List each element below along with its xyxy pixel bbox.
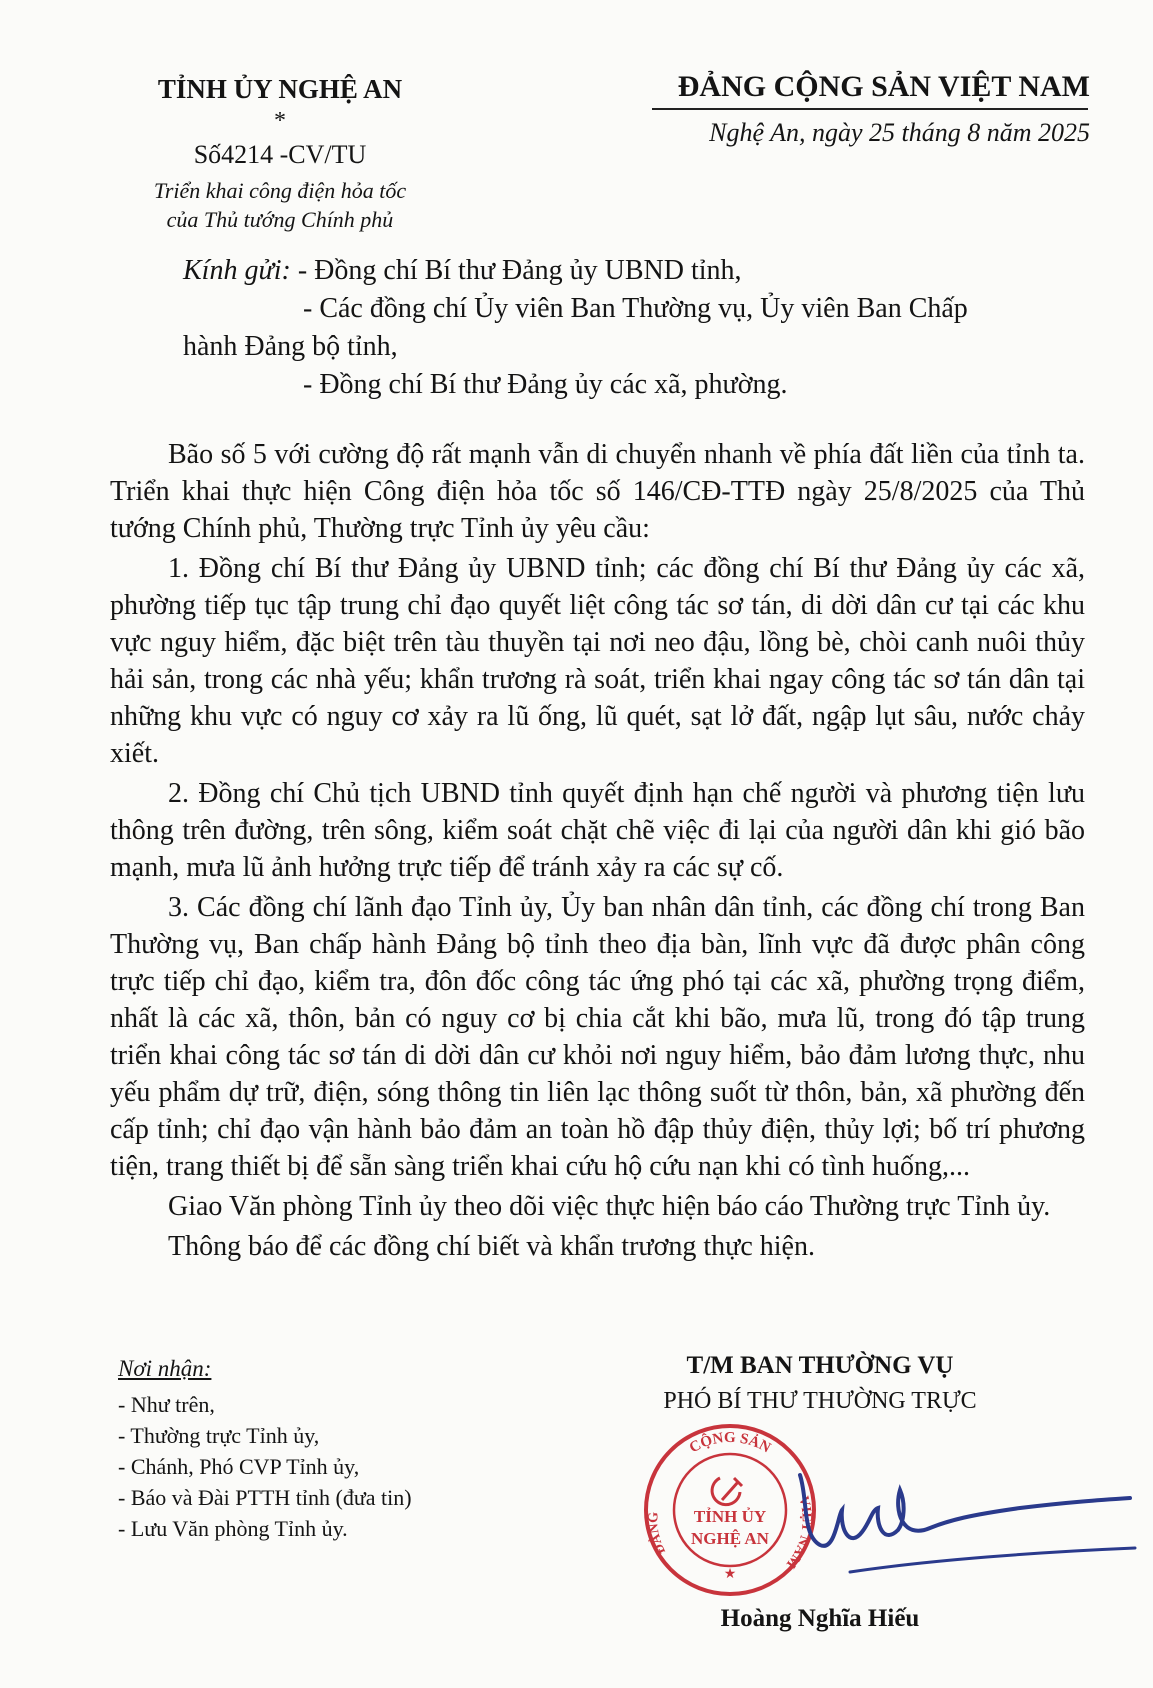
distribution-item: - Như trên, xyxy=(118,1392,215,1417)
recipient-1: - Đồng chí Bí thư Đảng ủy UBND tỉnh, xyxy=(297,255,742,286)
recipient-2: - Các đồng chí Ủy viên Ban Thường vụ, Ủy viên Ban Chấp xyxy=(303,293,968,324)
seal-left-text xyxy=(646,1512,669,1557)
seal-center-line-1: TỈNH ỦY xyxy=(693,1507,767,1526)
item-3-paragraph: 3. Các đồng chí lãnh đạo Tỉnh ủy, Ủy ban nhân dân tỉnh, các đồng chí trong Ban Thường vụ, Ban chấp hành Đảng bộ tỉnh theo địa bàn, lĩnh vực đã được phân công trực tiếp chỉ đạo, kiểm tra, đôn đốc công tác ứng phó tại các xã, phường trọng điểm, nhất là các xã, thôn, bản có nguy cơ bị chia cắt khi bão, mưa lũ, trong đó tập trung triển khai công tác sơ tán di dời dân cư khỏi nơi nguy hiểm, bảo đảm lương thực, nhu yếu phẩm dự trữ, điện, sóng thông tin liên lạc thông suốt từ thôn, bản, xã phường đến cấp tỉnh; chỉ đạo vận hành bảo đảm an toàn hồ đập thủy điện, thủy lợi; bố trí phương tiện, trang thiết bị để sẵn sàng triển khai cứu hộ cứu nạn khi có tình huống,... xyxy=(110,892,1085,1182)
recipients-label: Kính gửi: xyxy=(183,255,291,286)
distribution-item: - Thường trực Tỉnh ủy, xyxy=(118,1423,320,1448)
seal-star-icon: ★ xyxy=(723,1566,737,1582)
distribution-item: - Lưu Văn phòng Tỉnh ủy. xyxy=(118,1516,348,1541)
signer-name: Hoàng Nghĩa Hiếu xyxy=(720,1605,920,1632)
distribution-title: Nơi nhận: xyxy=(118,1356,212,1381)
seal-top-path: CỘNG SẢN xyxy=(686,1429,774,1457)
notice-paragraph: Thông báo để các đồng chí biết và khẩn trương thực hiện. xyxy=(168,1231,815,1262)
party-name: ĐẢNG CỘNG SẢN VIỆT NAM xyxy=(677,70,1090,103)
document-body xyxy=(110,436,1085,1265)
subject-line-2: của Thủ tướng Chính phủ xyxy=(166,207,394,232)
document-subject xyxy=(110,176,450,234)
signature-underline xyxy=(850,1548,1135,1572)
party-underline xyxy=(652,108,1088,110)
seal-left-path: ĐẢNG xyxy=(646,1511,670,1557)
seal-center-line-2: NGHỆ AN xyxy=(691,1529,769,1548)
handwritten-signature xyxy=(780,1460,1140,1590)
document-number: Số4214 -CV/TU xyxy=(193,140,367,169)
header-star: * xyxy=(274,108,286,134)
signature-stroke xyxy=(800,1475,1130,1546)
recipient-3: - Đồng chí Bí thư Đảng ủy các xã, phường. xyxy=(303,369,788,400)
seal-top-text xyxy=(687,1430,773,1457)
distribution-list xyxy=(118,1389,412,1544)
hammer-sickle-icon xyxy=(712,1478,742,1505)
distribution-item: - Chánh, Phó CVP Tỉnh ủy, xyxy=(118,1454,360,1479)
item-1-paragraph: 1. Đồng chí Bí thư Đảng ủy UBND tỉnh; các đồng chí Bí thư Đảng ủy các xã, phường tiếp tục tập trung chỉ đạo quyết liệt công tác sơ tán, di dời dân cư tại các khu vực nguy hiểm, đặc biệt trên tàu thuyền tại nơi neo đậu, lồng bè, chòi canh nuôi thủy hải sản, trong các nhà yếu; khẩn trương rà soát, triển khai ngay công tác sơ tán dân tại những khu vực có nguy cơ xảy ra lũ ống, lũ quét, sạt lở đất, ngập lụt sâu, nước chảy xiết. xyxy=(110,553,1085,769)
assignment-paragraph: Giao Văn phòng Tỉnh ủy theo dõi việc thực hiện báo cáo Thường trực Tỉnh ủy. xyxy=(168,1191,1051,1222)
signature-title: T/M BAN THƯỜNG VỤ xyxy=(686,1352,954,1379)
item-2-paragraph: 2. Đồng chí Chủ tịch UBND tỉnh quyết định hạn chế người và phương tiện lưu thông trên đường, trên sông, kiểm soát chặt chẽ việc đi lại của người dân khi gió bão mạnh, mưa lũ ảnh hưởng trực tiếp để tránh xảy ra các sự cố. xyxy=(110,778,1085,883)
seal-right-path: VIỆT NAM xyxy=(782,1494,814,1571)
recipient-2-continued: hành Đảng bộ tỉnh, xyxy=(183,331,398,362)
subject-line-1: Triển khai công điện hỏa tốc xyxy=(153,178,407,203)
document-date: Nghệ An, ngày 25 tháng 8 năm 2025 xyxy=(709,118,1090,147)
issuing-organization: TỈNH ỦY NGHỆ AN xyxy=(157,74,403,104)
distribution-item: - Báo và Đài PTTH tỉnh (đưa tin) xyxy=(118,1485,412,1510)
recipients-line-1 xyxy=(183,252,742,290)
signer-role: PHÓ BÍ THƯ THƯỜNG TRỰC xyxy=(663,1388,977,1414)
intro-paragraph: Bão số 5 với cường độ rất mạnh vẫn di chuyển nhanh về phía đất liền của tỉnh ta. Triển khai thực hiện Công điện hỏa tốc số 146/CĐ-TTĐ ngày 25/8/2025 của Thủ tướng Chính phủ, Thường trực Tỉnh ủy yêu cầu: xyxy=(110,439,1085,544)
